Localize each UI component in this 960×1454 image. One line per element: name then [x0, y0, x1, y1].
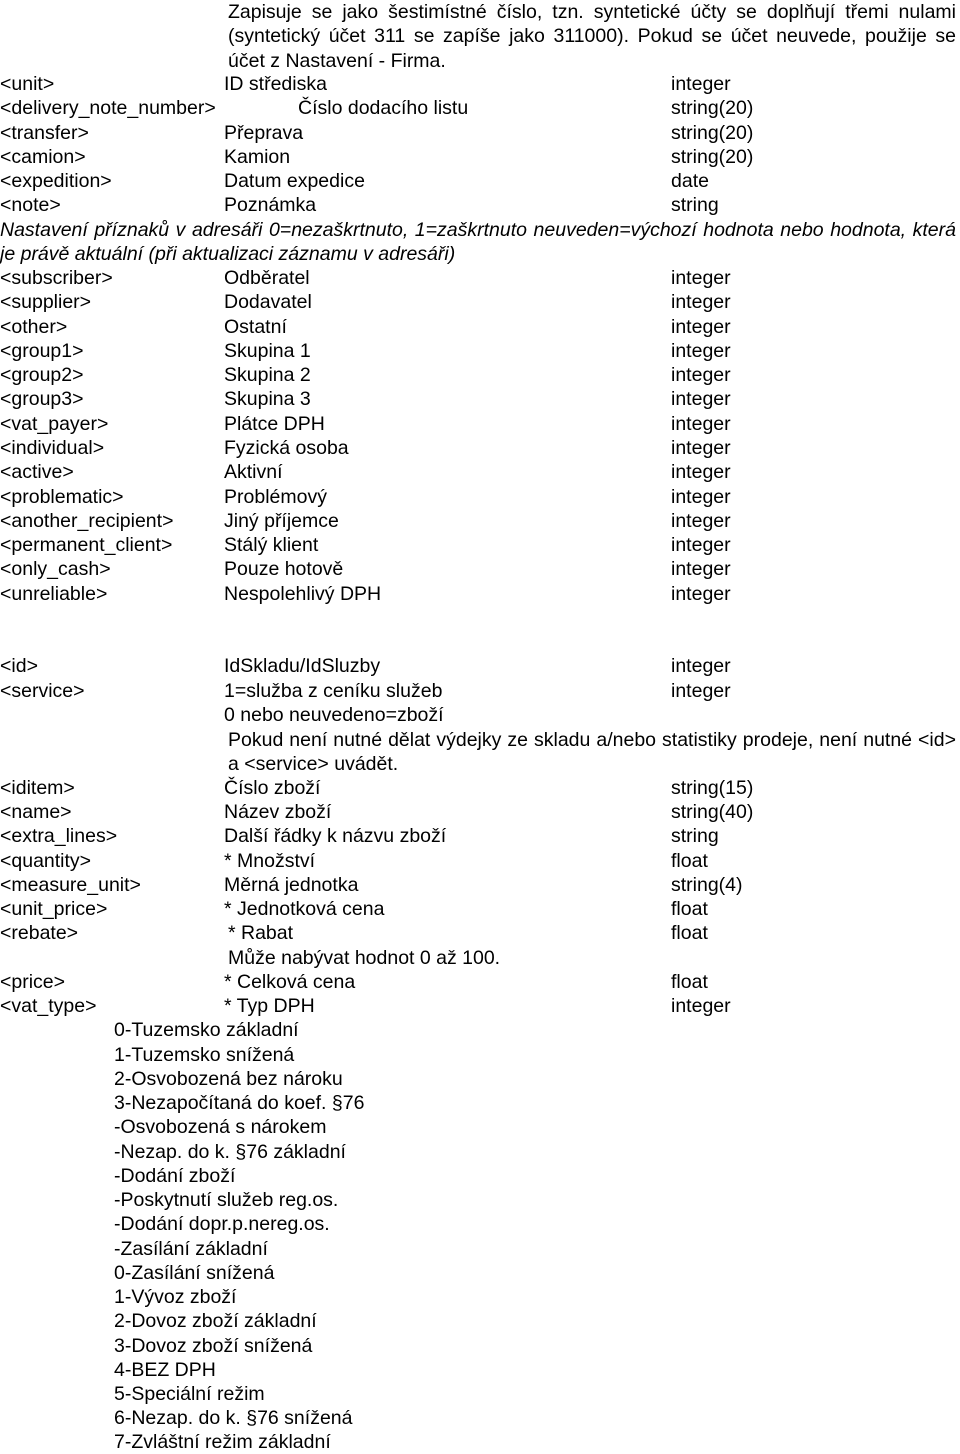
tag-note: <note>: [0, 194, 61, 216]
tag-active: <active>: [0, 461, 74, 483]
field-type: integer: [671, 486, 731, 508]
tag-group2: <group2>: [0, 364, 84, 386]
tag-quantity: <quantity>: [0, 850, 92, 872]
field-name: Číslo dodacího listu: [298, 97, 469, 119]
tag-service: <service>: [0, 680, 85, 702]
field-name: * Jednotková cena: [224, 898, 385, 920]
tag-vat-payer: <vat_payer>: [0, 413, 109, 435]
field-type: integer: [671, 655, 731, 677]
vat-type-item: 0-Tuzemsko základní: [114, 1019, 299, 1041]
tag-price: <price>: [0, 971, 66, 993]
vat-type-item: -Osvobozená s nárokem: [114, 1116, 327, 1138]
tag-transfer: <transfer>: [0, 122, 89, 144]
field-name: Kamion: [224, 146, 291, 168]
field-name: Název zboží: [224, 801, 332, 823]
field-type: float: [671, 850, 708, 872]
vat-type-item: 0-Zasílání snížená: [114, 1262, 275, 1284]
tag-problematic: <problematic>: [0, 486, 124, 508]
field-name: 1=služba z ceníku služeb: [224, 680, 443, 702]
vat-type-item: 3-Dovoz zboží snížená: [114, 1335, 313, 1357]
field-type: integer: [671, 534, 731, 556]
tag-supplier: <supplier>: [0, 291, 92, 313]
vat-type-item: -Dodání dopr.p.nereg.os.: [114, 1213, 330, 1235]
tag-unreliable: <unreliable>: [0, 583, 108, 605]
field-type: float: [671, 971, 708, 993]
vat-type-item: -Poskytnutí služeb reg.os.: [114, 1189, 339, 1211]
tag-group3: <group3>: [0, 388, 84, 410]
field-name: Měrná jednotka: [224, 874, 359, 896]
field-name: Skupina 2: [224, 364, 311, 386]
vat-type-item: 1-Tuzemsko snížená: [114, 1044, 295, 1066]
tag-permanent-client: <permanent_client>: [0, 534, 173, 556]
field-type: integer: [671, 558, 731, 580]
field-name: Poznámka: [224, 194, 317, 216]
field-type: float: [671, 898, 708, 920]
field-type: string(40): [671, 801, 754, 823]
vat-type-item: 1-Vývoz zboží: [114, 1286, 237, 1308]
tag-rebate: <rebate>: [0, 922, 79, 944]
field-type: integer: [671, 510, 731, 532]
tag-delivery-note-number: <delivery_note_number>: [0, 97, 216, 119]
field-name: Jiný příjemce: [224, 510, 339, 532]
tag-id: <id>: [0, 655, 38, 677]
field-name: Dodavatel: [224, 291, 312, 313]
field-name: Číslo zboží: [224, 777, 321, 799]
field-type: integer: [671, 267, 731, 289]
tag-iditem: <iditem>: [0, 777, 75, 799]
tag-unit-price: <unit_price>: [0, 898, 108, 920]
field-type: integer: [671, 461, 731, 483]
vat-type-item: -Nezap. do k. §76 základní: [114, 1141, 346, 1163]
field-extra: Může nabývat hodnot 0 až 100.: [228, 947, 501, 969]
field-name: Datum expedice: [224, 170, 365, 192]
field-type: integer: [671, 995, 731, 1017]
field-type: integer: [671, 583, 731, 605]
field-type: float: [671, 922, 708, 944]
field-name: * Množství: [224, 850, 316, 872]
field-name: Fyzická osoba: [224, 437, 349, 459]
vat-type-item: 7-Zvláštní režim základní: [114, 1431, 331, 1453]
field-type: integer: [671, 291, 731, 313]
field-type: string(15): [671, 777, 754, 799]
tag-expedition: <expedition>: [0, 170, 112, 192]
tag-subscriber: <subscriber>: [0, 267, 113, 289]
field-type: integer: [671, 340, 731, 362]
vat-type-item: 4-BEZ DPH: [114, 1359, 216, 1381]
vat-type-item: -Zasílání základní: [114, 1238, 268, 1260]
field-name: Plátce DPH: [224, 413, 325, 435]
field-type: integer: [671, 437, 731, 459]
field-type: integer: [671, 316, 731, 338]
field-extra: 0 nebo neuvedeno=zboží: [224, 704, 444, 726]
field-name: * Typ DPH: [224, 995, 315, 1017]
tag-vat-type: <vat_type>: [0, 995, 97, 1017]
tag-individual: <individual>: [0, 437, 105, 459]
vat-type-item: 5-Speciální režim: [114, 1383, 265, 1405]
service-note: Pokud není nutné dělat výdejky ze skladu a/nebo statistiky prodeje, není nutné <id> a <service> uvádět.: [228, 729, 956, 776]
field-name: * Rabat: [228, 922, 294, 944]
field-name: Nespolehlivý DPH: [224, 583, 382, 605]
field-type: integer: [671, 413, 731, 435]
vat-type-item: 6-Nezap. do k. §76 snížená: [114, 1407, 353, 1429]
intro-paragraph: Zapisuje se jako šestimístné číslo, tzn. syntetické účty se doplňují třemi nulami (syntetický účet 311 se zapíše jako 311000). Pokud se účet neuvede, použije se účet z Nastavení - Firma.: [228, 1, 956, 72]
field-name: Skupina 3: [224, 388, 311, 410]
vat-type-item: -Dodání zboží: [114, 1165, 236, 1187]
field-name: IdSkladu/IdSluzby: [224, 655, 381, 677]
tag-measure-unit: <measure_unit>: [0, 874, 141, 896]
field-name: Odběratel: [224, 267, 310, 289]
field-type: integer: [671, 364, 731, 386]
field-name: Problémový: [224, 486, 327, 508]
field-type: string(20): [671, 97, 754, 119]
field-name: Skupina 1: [224, 340, 311, 362]
field-name: Stálý klient: [224, 534, 319, 556]
tag-camion: <camion>: [0, 146, 86, 168]
field-name: Aktivní: [224, 461, 283, 483]
field-type: integer: [671, 73, 731, 95]
tag-other: <other>: [0, 316, 68, 338]
tag-another-recipient: <another_recipient>: [0, 510, 174, 532]
tag-only-cash: <only_cash>: [0, 558, 111, 580]
field-type: string: [671, 194, 719, 216]
vat-type-item: 3-Nezapočítaná do koef. §76: [114, 1092, 365, 1114]
field-type: string(20): [671, 146, 754, 168]
flags-note: Nastavení příznaků v adresáři 0=nezaškrtnuto, 1=zaškrtnuto neuveden=výchozí hodnota nebo hodnota, která je právě aktuální (při aktualizaci záznamu v adresáři): [0, 219, 956, 266]
field-name: ID střediska: [224, 73, 327, 95]
tag-group1: <group1>: [0, 340, 84, 362]
field-type: string(20): [671, 122, 754, 144]
field-name: Ostatní: [224, 316, 287, 338]
vat-type-item: 2-Dovoz zboží základní: [114, 1310, 317, 1332]
field-name: Přeprava: [224, 122, 304, 144]
field-name: * Celková cena: [224, 971, 356, 993]
field-type: string: [671, 825, 719, 847]
field-type: string(4): [671, 874, 743, 896]
vat-type-item: 2-Osvobozená bez nároku: [114, 1068, 343, 1090]
field-type: integer: [671, 680, 731, 702]
field-type: date: [671, 170, 709, 192]
tag-extra-lines: <extra_lines>: [0, 825, 118, 847]
tag-unit: <unit>: [0, 73, 55, 95]
field-name: Další řádky k názvu zboží: [224, 825, 447, 847]
field-type: integer: [671, 388, 731, 410]
field-name: Pouze hotově: [224, 558, 344, 580]
tag-name: <name>: [0, 801, 72, 823]
